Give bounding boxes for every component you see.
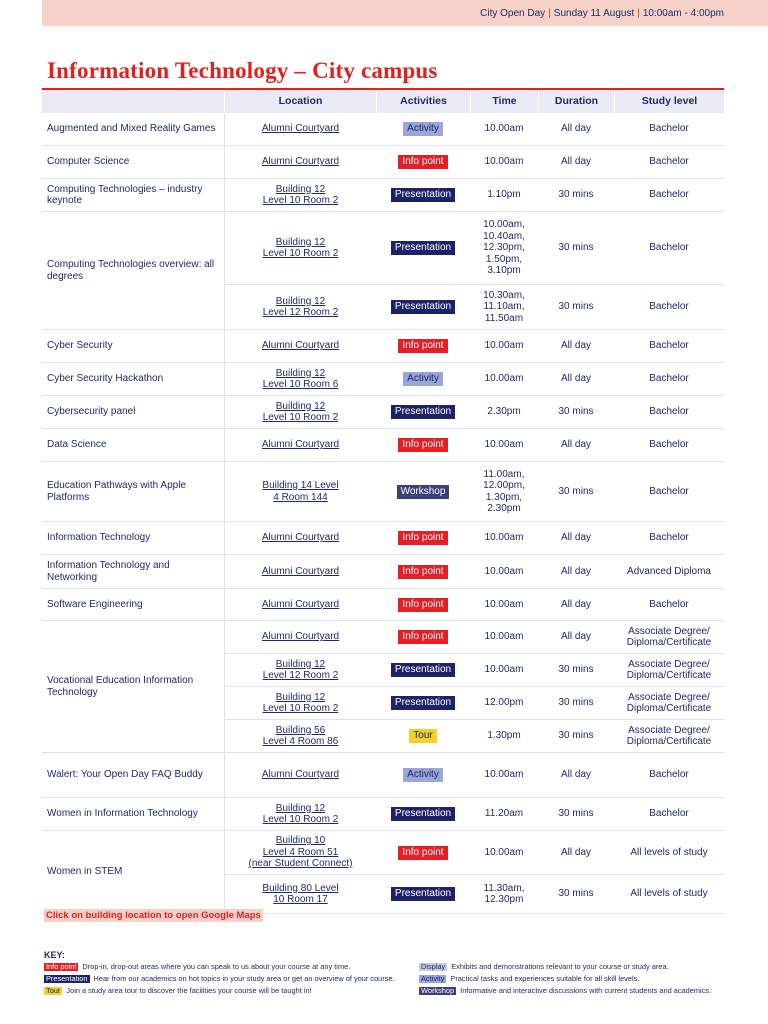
duration-cell: 30 mins bbox=[538, 179, 614, 212]
activity-cell bbox=[376, 720, 470, 753]
location-cell bbox=[224, 179, 376, 212]
course-name: Data Science bbox=[42, 429, 224, 462]
course-name: Computer Science bbox=[42, 146, 224, 179]
event-info bbox=[480, 8, 724, 19]
time-cell: 11.30am, 12.30pm bbox=[470, 875, 538, 914]
study-level-cell: Associate Degree/ Diploma/Certificate bbox=[614, 687, 724, 720]
course-name: Augmented and Mixed Reality Games bbox=[42, 113, 224, 146]
column-header-activities: Activities bbox=[376, 90, 470, 113]
time-cell: 10.00am bbox=[470, 113, 538, 146]
key-description: Hear from our academics on hot topics in your study area or get an overview of your course. bbox=[93, 974, 395, 983]
duration-cell: All day bbox=[538, 363, 614, 396]
badge-presentation: Presentation bbox=[391, 188, 455, 202]
duration-cell: All day bbox=[538, 555, 614, 589]
key-item-display bbox=[419, 962, 669, 971]
course-name: Women in STEM bbox=[42, 831, 224, 914]
badge-presentation: Presentation bbox=[391, 663, 455, 677]
location-cell bbox=[224, 687, 376, 720]
location-cell bbox=[224, 798, 376, 831]
key-item-activity bbox=[419, 974, 639, 983]
location-cell bbox=[224, 753, 376, 798]
duration-cell: All day bbox=[538, 113, 614, 146]
activity-cell bbox=[376, 798, 470, 831]
study-level-cell: All levels of study bbox=[614, 875, 724, 914]
duration-cell: All day bbox=[538, 330, 614, 363]
location-link[interactable]: Alumni Courtyard bbox=[261, 631, 340, 643]
course-name: Women in Information Technology bbox=[42, 798, 224, 831]
study-level-cell: Bachelor bbox=[614, 285, 724, 330]
study-level-cell: Bachelor bbox=[614, 589, 724, 621]
separator: | bbox=[548, 8, 551, 19]
location-cell bbox=[224, 720, 376, 753]
location-cell bbox=[224, 429, 376, 462]
duration-cell: 30 mins bbox=[538, 396, 614, 429]
activity-cell bbox=[376, 363, 470, 396]
course-name: Cyber Security Hackathon bbox=[42, 363, 224, 396]
location-cell bbox=[224, 285, 376, 330]
study-level-cell: Bachelor bbox=[614, 798, 724, 831]
course-name: Information Technology bbox=[42, 522, 224, 555]
activity-cell bbox=[376, 212, 470, 285]
study-level-cell: Bachelor bbox=[614, 179, 724, 212]
duration-cell: 30 mins bbox=[538, 285, 614, 330]
time-cell: 11.20am bbox=[470, 798, 538, 831]
duration-cell: 30 mins bbox=[538, 798, 614, 831]
course-name: Cyber Security bbox=[42, 330, 224, 363]
key-description: Join a study area tour to discover the facilities your course will be taught in! bbox=[66, 986, 312, 995]
course-name: Walert: Your Open Day FAQ Buddy bbox=[42, 753, 224, 798]
location-link[interactable]: Alumni Courtyard bbox=[261, 565, 340, 577]
activity-cell bbox=[376, 753, 470, 798]
activity-cell bbox=[376, 831, 470, 875]
location-cell bbox=[224, 113, 376, 146]
time-cell: 10.00am bbox=[470, 831, 538, 875]
location-link[interactable]: Building 12 Level 10 Room 2 bbox=[262, 400, 339, 423]
location-link[interactable]: Building 80 Level 10 Room 17 bbox=[262, 882, 339, 905]
badge-tour: Tour bbox=[409, 729, 436, 743]
time-cell: 10.00am bbox=[470, 555, 538, 589]
badge-info-point: Info point bbox=[46, 961, 77, 971]
badge-info-point: Info point bbox=[398, 438, 447, 452]
badge-info-point: Info point bbox=[398, 846, 447, 860]
location-link[interactable]: Building 56 Level 4 Room 86 bbox=[262, 724, 339, 747]
location-link[interactable]: Building 12 Level 10 Room 2 bbox=[262, 802, 339, 825]
duration-cell: 30 mins bbox=[538, 462, 614, 522]
study-level-cell: Bachelor bbox=[614, 753, 724, 798]
badge-presentation: Presentation bbox=[391, 300, 455, 314]
badge-presentation: Presentation bbox=[391, 887, 455, 901]
activity-cell bbox=[376, 555, 470, 589]
location-cell bbox=[224, 589, 376, 621]
event-time: 10:00am - 4:00pm bbox=[642, 8, 724, 19]
location-link[interactable]: Building 12 Level 12 Room 2 bbox=[262, 295, 339, 318]
event-date: Sunday 11 August bbox=[553, 8, 635, 19]
time-cell: 10.00am bbox=[470, 429, 538, 462]
location-link[interactable]: Building 12 Level 10 Room 2 bbox=[262, 183, 339, 206]
key-description: Informative and interactive discussions with current students and academics. bbox=[460, 986, 712, 995]
location-cell bbox=[224, 146, 376, 179]
time-cell: 10.00am bbox=[470, 330, 538, 363]
duration-cell: All day bbox=[538, 522, 614, 555]
key-description: Exhibits and demonstrations relevant to your course or study area. bbox=[451, 962, 669, 971]
location-cell bbox=[224, 363, 376, 396]
badge-workshop: Workshop bbox=[397, 485, 450, 499]
badge-info-point: Info point bbox=[398, 155, 447, 169]
activity-cell bbox=[376, 589, 470, 621]
key-title: KEY: bbox=[44, 950, 65, 960]
study-level-cell: Associate Degree/ Diploma/Certificate bbox=[614, 720, 724, 753]
activity-cell bbox=[376, 396, 470, 429]
location-link[interactable]: Building 14 Level 4 Room 144 bbox=[262, 480, 339, 503]
badge-presentation: Presentation bbox=[46, 973, 88, 983]
activity-cell bbox=[376, 522, 470, 555]
badge-info-point: Info point bbox=[398, 339, 447, 353]
location-cell bbox=[224, 522, 376, 555]
key-item-info-point bbox=[44, 962, 350, 971]
activity-cell bbox=[376, 179, 470, 212]
location-link[interactable]: Building 12 Level 10 Room 2 bbox=[262, 691, 339, 714]
study-level-cell: Bachelor bbox=[614, 113, 724, 146]
location-cell bbox=[224, 621, 376, 654]
duration-cell: 30 mins bbox=[538, 654, 614, 687]
badge-workshop: Workshop bbox=[421, 985, 455, 995]
time-cell: 12.00pm bbox=[470, 687, 538, 720]
maps-note: Click on building location to open Google Maps bbox=[46, 910, 261, 921]
badge-activity: Activity bbox=[403, 372, 443, 386]
activity-cell bbox=[376, 687, 470, 720]
activity-cell bbox=[376, 285, 470, 330]
badge-presentation: Presentation bbox=[391, 241, 455, 255]
course-name: Education Pathways with Apple Platforms bbox=[42, 462, 224, 522]
badge-display: Display bbox=[421, 961, 446, 971]
badge-info-point: Info point bbox=[398, 565, 447, 579]
time-cell: 10.00am bbox=[470, 363, 538, 396]
duration-cell: All day bbox=[538, 831, 614, 875]
header-blank bbox=[42, 90, 224, 113]
location-link[interactable]: Building 12 Level 12 Room 2 bbox=[262, 658, 339, 681]
separator: | bbox=[637, 8, 640, 19]
activity-cell bbox=[376, 462, 470, 522]
badge-tour: Tour bbox=[46, 985, 61, 995]
time-cell: 10.00am bbox=[470, 589, 538, 621]
duration-cell: 30 mins bbox=[538, 212, 614, 285]
course-name: Computing Technologies – industry keynote bbox=[42, 179, 224, 212]
badge-presentation: Presentation bbox=[391, 696, 455, 710]
time-cell: 10.30am, 11.10am, 11.50am bbox=[470, 285, 538, 330]
location-link[interactable]: Alumni Courtyard bbox=[261, 123, 340, 135]
badge-activity: Activity bbox=[421, 973, 445, 983]
duration-cell: All day bbox=[538, 621, 614, 654]
location-link[interactable]: Alumni Courtyard bbox=[261, 439, 340, 451]
location-link[interactable]: Building 12 Level 10 Room 6 bbox=[262, 367, 339, 390]
location-link[interactable]: Alumni Courtyard bbox=[261, 156, 340, 168]
key-item-presentation bbox=[44, 974, 395, 983]
time-cell: 10.00am bbox=[470, 146, 538, 179]
location-cell bbox=[224, 462, 376, 522]
study-level-cell: Bachelor bbox=[614, 146, 724, 179]
badge-activity: Activity bbox=[403, 768, 443, 782]
course-name: Software Engineering bbox=[42, 589, 224, 621]
duration-cell: All day bbox=[538, 753, 614, 798]
activity-cell bbox=[376, 429, 470, 462]
location-link[interactable]: Alumni Courtyard bbox=[261, 532, 340, 544]
activity-cell bbox=[376, 875, 470, 914]
study-level-cell: All levels of study bbox=[614, 831, 724, 875]
event-name: City Open Day bbox=[480, 8, 546, 19]
location-cell bbox=[224, 831, 376, 875]
key-item-tour bbox=[44, 986, 312, 995]
location-cell bbox=[224, 330, 376, 363]
study-level-cell: Advanced Diploma bbox=[614, 555, 724, 589]
column-header-location: Location bbox=[224, 90, 376, 113]
study-level-cell: Bachelor bbox=[614, 462, 724, 522]
location-cell bbox=[224, 555, 376, 589]
duration-cell: 30 mins bbox=[538, 720, 614, 753]
activity-cell bbox=[376, 621, 470, 654]
location-link[interactable]: Alumni Courtyard bbox=[261, 598, 340, 610]
badge-info-point: Info point bbox=[398, 598, 447, 612]
badge-activity: Activity bbox=[403, 122, 443, 136]
course-name: Information Technology and Networking bbox=[42, 555, 224, 589]
time-cell: 11.00am, 12.00pm, 1.30pm, 2.30pm bbox=[470, 462, 538, 522]
key-description: Drop-in, drop-out areas where you can speak to us about your course at any time. bbox=[82, 962, 351, 971]
time-cell: 2.30pm bbox=[470, 396, 538, 429]
course-name: Computing Technologies overview: all degrees bbox=[42, 212, 224, 330]
time-cell: 1.30pm bbox=[470, 720, 538, 753]
badge-presentation: Presentation bbox=[391, 807, 455, 821]
column-header-study-level: Study level bbox=[614, 90, 724, 113]
badge-info-point: Info point bbox=[398, 531, 447, 545]
study-level-cell: Bachelor bbox=[614, 363, 724, 396]
duration-cell: All day bbox=[538, 146, 614, 179]
schedule-table bbox=[42, 90, 724, 914]
duration-cell: 30 mins bbox=[538, 687, 614, 720]
location-cell bbox=[224, 654, 376, 687]
location-cell bbox=[224, 212, 376, 285]
study-level-cell: Bachelor bbox=[614, 522, 724, 555]
location-link[interactable]: Alumni Courtyard bbox=[261, 769, 340, 781]
time-cell: 10.00am bbox=[470, 654, 538, 687]
location-link[interactable]: Building 12 Level 10 Room 2 bbox=[262, 236, 339, 259]
duration-cell: All day bbox=[538, 589, 614, 621]
page-title: Information Technology – City campus bbox=[47, 58, 438, 83]
course-name: Vocational Education Information Technology bbox=[42, 621, 224, 753]
activity-cell bbox=[376, 113, 470, 146]
location-link[interactable]: Alumni Courtyard bbox=[261, 340, 340, 352]
duration-cell: All day bbox=[538, 429, 614, 462]
key-description: Practical tasks and experiences suitable for all skill levels. bbox=[450, 974, 640, 983]
activity-cell bbox=[376, 330, 470, 363]
activity-cell bbox=[376, 654, 470, 687]
activity-cell bbox=[376, 146, 470, 179]
study-level-cell: Associate Degree/ Diploma/Certificate bbox=[614, 621, 724, 654]
column-header-duration: Duration bbox=[538, 90, 614, 113]
badge-presentation: Presentation bbox=[391, 405, 455, 419]
event-banner bbox=[42, 0, 768, 26]
course-name: Cybersecurity panel bbox=[42, 396, 224, 429]
study-level-cell: Bachelor bbox=[614, 212, 724, 285]
time-cell: 10.00am bbox=[470, 753, 538, 798]
time-cell: 10.00am bbox=[470, 621, 538, 654]
location-link[interactable]: Building 10 Level 4 Room 51 (near Student Connect) bbox=[248, 835, 353, 870]
time-cell: 10.00am, 10.40am, 12.30pm, 1.50pm, 3.10pm bbox=[470, 212, 538, 285]
column-header-time: Time bbox=[470, 90, 538, 113]
study-level-cell: Bachelor bbox=[614, 429, 724, 462]
time-cell: 1.10pm bbox=[470, 179, 538, 212]
badge-info-point: Info point bbox=[398, 630, 447, 644]
study-level-cell: Associate Degree/ Diploma/Certificate bbox=[614, 654, 724, 687]
location-cell bbox=[224, 396, 376, 429]
key-item-workshop bbox=[419, 986, 711, 995]
time-cell: 10.00am bbox=[470, 522, 538, 555]
study-level-cell: Bachelor bbox=[614, 396, 724, 429]
duration-cell: 30 mins bbox=[538, 875, 614, 914]
study-level-cell: Bachelor bbox=[614, 330, 724, 363]
